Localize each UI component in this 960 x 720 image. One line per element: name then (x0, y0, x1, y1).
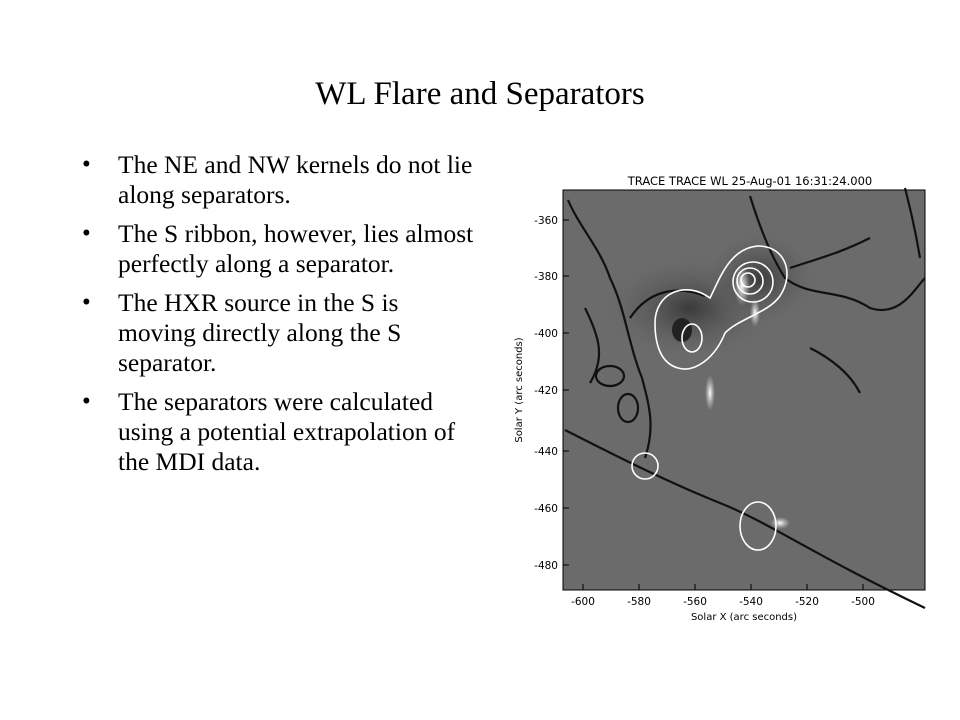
trace-plot (510, 168, 930, 628)
y-tick-label: -480 (534, 560, 558, 572)
bullet-item (82, 150, 482, 210)
bullet-glyph: • (82, 151, 91, 178)
x-tick-label: -540 (739, 596, 763, 608)
x-tick-label: -600 (571, 596, 595, 608)
bullet-glyph: • (82, 388, 91, 415)
trace-figure (510, 168, 930, 628)
bullet-list (82, 150, 482, 486)
bullet-item (82, 387, 482, 477)
x-tick-label: -560 (683, 596, 707, 608)
bullet-text: The HXR source in the S is moving directly along the S separator. (118, 288, 402, 377)
slide-title: WL Flare and Separators (315, 76, 645, 112)
bullet-item (82, 288, 482, 378)
bullet-item (82, 219, 482, 279)
y-tick-label: -440 (534, 446, 558, 458)
flare-kernel (770, 517, 790, 529)
y-tick-label: -400 (534, 328, 558, 340)
y-tick-label: -420 (534, 385, 558, 397)
bullet-text: The S ribbon, however, lies almost perfectly along a separator. (118, 219, 474, 278)
flare-kernel (705, 375, 715, 411)
y-tick-label: -460 (534, 503, 558, 515)
bullet-text: The separators were calculated using a potential extrapolation of the MDI data. (118, 387, 456, 476)
bullet-glyph: • (82, 289, 91, 316)
x-tick-label: -500 (851, 596, 875, 608)
y-tick-label: -360 (534, 215, 558, 227)
plot-title: TRACE TRACE WL 25-Aug-01 16:31:24.000 (627, 174, 873, 188)
y-tick-label: -380 (534, 271, 558, 283)
y-axis-label: Solar Y (arc seconds) (514, 337, 525, 443)
x-tick-label: -520 (795, 596, 819, 608)
x-axis-label: Solar X (arc seconds) (690, 612, 798, 623)
x-tick-label: -580 (627, 596, 651, 608)
bullet-text: The NE and NW kernels do not lie along separators. (118, 150, 473, 209)
bullet-glyph: • (82, 220, 91, 247)
